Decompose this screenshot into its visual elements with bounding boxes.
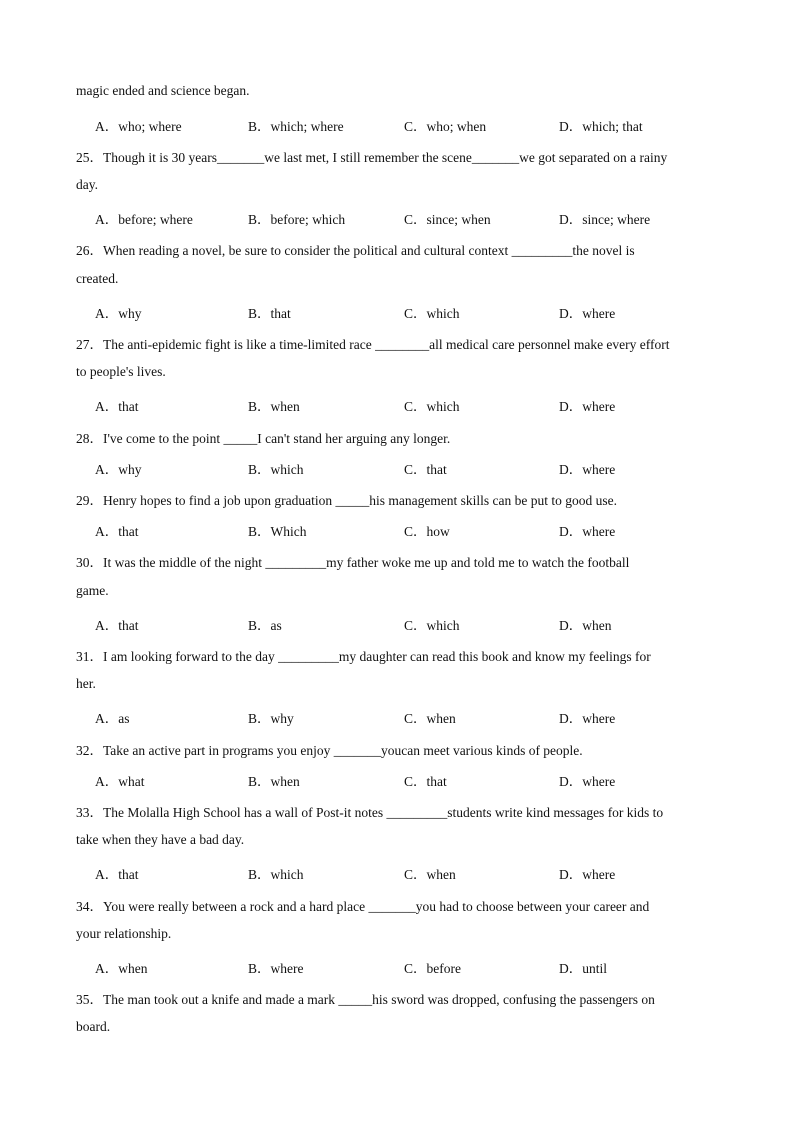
option-b: B．before; which — [248, 212, 346, 227]
q35-stem-line-1: 35．The man took out a knife and made a mark _____his sword was dropped, confusing the passengers on — [76, 992, 655, 1007]
option-d: D．when — [559, 618, 612, 633]
option-c: C．that — [404, 774, 447, 789]
q34-stem-line-1: 34．You were really between a rock and a hard place _______you had to choose between your career and — [76, 899, 650, 914]
option-b: B．which — [248, 462, 304, 477]
q30-stem-line-2: game. — [76, 583, 109, 598]
option-a: A．that — [95, 399, 139, 414]
q33-stem-line-1: 33．The Molalla High School has a wall of Post-it notes _________students write kind messages for kids to — [76, 805, 664, 820]
q24-options — [0, 115, 794, 133]
option-b: B．where — [248, 961, 304, 976]
option-c: C．how — [404, 524, 450, 539]
option-c: C．who; when — [404, 119, 487, 134]
option-a: A．that — [95, 867, 139, 882]
q26-options — [0, 302, 794, 320]
option-a: A．when — [95, 961, 148, 976]
q28-options — [0, 458, 794, 476]
q32-stem-line-1: 32．Take an active part in programs you enjoy _______youcan meet various kinds of people. — [76, 743, 583, 758]
q30-stem-line-1: 30．It was the middle of the night _________my father woke me up and told me to watch the football — [76, 555, 630, 570]
q31-options — [0, 707, 794, 725]
option-c: C．since; when — [404, 212, 491, 227]
option-c: C．that — [404, 462, 447, 477]
option-d: D．until — [559, 961, 608, 976]
intro-line: magic ended and science began. — [76, 83, 250, 98]
option-d: D．where — [559, 711, 616, 726]
q32-options — [0, 770, 794, 788]
option-b: B．Which — [248, 524, 307, 539]
q26-stem-line-2: created. — [76, 271, 119, 286]
option-d: D．where — [559, 524, 616, 539]
q34-options — [0, 957, 794, 975]
option-b: B．which — [248, 867, 304, 882]
option-c: C．which — [404, 618, 460, 633]
q27-stem-line-2: to people's lives. — [76, 364, 166, 379]
q29-stem-line-1: 29．Henry hopes to find a job upon graduation _____his management skills can be put to good use. — [76, 493, 618, 508]
option-d: D．which; that — [559, 119, 643, 134]
q25-stem-line-2: day. — [76, 177, 98, 192]
option-b: B．when — [248, 399, 300, 414]
option-d: D．where — [559, 462, 616, 477]
option-a: A．before; where — [95, 212, 193, 227]
option-c: C．which — [404, 306, 460, 321]
option-b: B．that — [248, 306, 291, 321]
option-a: A．who; where — [95, 119, 182, 134]
option-a: A．why — [95, 306, 142, 321]
q34-stem-line-2: your relationship. — [76, 926, 172, 941]
option-b: B．as — [248, 618, 282, 633]
option-d: D．where — [559, 399, 616, 414]
q25-options — [0, 208, 794, 226]
q35-stem-line-2: board. — [76, 1019, 111, 1034]
option-b: B．when — [248, 774, 300, 789]
option-d: D．where — [559, 774, 616, 789]
q27-stem-line-1: 27．The anti-epidemic fight is like a time-limited race ________all medical care personnel make every effort — [76, 337, 670, 352]
q28-stem-line-1: 28．I've come to the point _____I can't stand her arguing any longer. — [76, 431, 451, 446]
q31-stem-line-1: 31．I am looking forward to the day _________my daughter can read this book and know my feelings for — [76, 649, 651, 664]
option-c: C．before — [404, 961, 461, 976]
option-a: A．as — [95, 711, 130, 726]
option-c: C．when — [404, 711, 456, 726]
option-a: A．that — [95, 618, 139, 633]
option-b: B．why — [248, 711, 294, 726]
option-a: A．what — [95, 774, 145, 789]
q26-stem-line-1: 26．When reading a novel, be sure to consider the political and cultural context _________the novel is — [76, 243, 635, 258]
option-b: B．which; where — [248, 119, 344, 134]
q30-options — [0, 614, 794, 632]
option-d: D．where — [559, 867, 616, 882]
q29-options — [0, 520, 794, 538]
option-c: C．when — [404, 867, 456, 882]
q25-stem-line-1: 25．Though it is 30 years_______we last met, I still remember the scene_______we got separated on a rainy — [76, 150, 668, 165]
option-a: A．why — [95, 462, 142, 477]
option-c: C．which — [404, 399, 460, 414]
q31-stem-line-2: her. — [76, 676, 96, 691]
option-d: D．since; where — [559, 212, 651, 227]
q33-stem-line-2: take when they have a bad day. — [76, 832, 245, 847]
option-a: A．that — [95, 524, 139, 539]
q27-options — [0, 395, 794, 413]
option-d: D．where — [559, 306, 616, 321]
q33-options — [0, 863, 794, 881]
